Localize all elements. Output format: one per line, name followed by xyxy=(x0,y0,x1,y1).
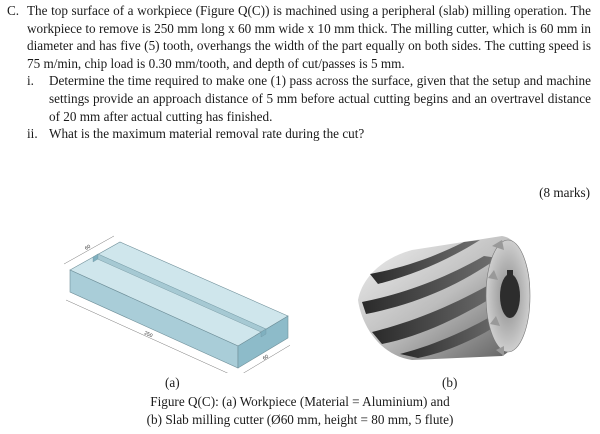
workpiece-figure xyxy=(60,228,290,373)
part-label: i. xyxy=(27,73,34,89)
dim-width-label: 60 xyxy=(84,243,92,252)
part-text: What is the maximum material removal rate during the cut? xyxy=(49,126,365,142)
figure-caption-line2: (b) Slab milling cutter (Ø60 mm, height = 80 mm, 5 flute) xyxy=(146,412,454,427)
figure-sublabel-a: (a) xyxy=(165,375,180,390)
dim-length-label: 250 xyxy=(143,330,154,340)
part-label: ii. xyxy=(27,126,38,142)
cutter-keyway xyxy=(507,270,513,276)
part-text: Determine the time required to make one (1) pass across the surface, given that the setup and machine settings provide an approach distance of 5 mm before actual cutting begins and an overtravel distance of 20 mm after actual cutting has finished. xyxy=(49,73,591,124)
question-block xyxy=(7,2,591,143)
marks-label: (8 marks) xyxy=(539,185,590,200)
dim-height-label: 60 xyxy=(261,353,270,362)
question-intro: The top surface of a workpiece (Figure Q(C)) is machined using a peripheral (slab) milling operation. The workpiece to remove is 250 mm long x 60 mm wide x 10 mm thick. The milling cutter, which is 60 mm in diameter and has five (5) tooth, overhangs the width of the part equally on both sides. The cutting speed is 75 m/min, chip load is 0.30 mm/tooth, and depth of cut/passes is 5 mm. xyxy=(27,3,591,71)
workpiece-drawing xyxy=(60,228,290,373)
question-part-ii xyxy=(7,125,591,143)
question-parts xyxy=(7,72,591,142)
question-label: C. xyxy=(7,3,20,18)
cutter-bore xyxy=(500,274,520,318)
figure-caption-line1: Figure Q(C): (a) Workpiece (Material = Aluminium) and xyxy=(150,394,450,409)
cutter-drawing xyxy=(352,228,534,373)
question-part-i xyxy=(7,72,591,125)
slab-milling-cutter-figure xyxy=(352,228,534,373)
figure-sublabel-b: (b) xyxy=(442,375,458,390)
question-intro-row xyxy=(7,2,591,72)
